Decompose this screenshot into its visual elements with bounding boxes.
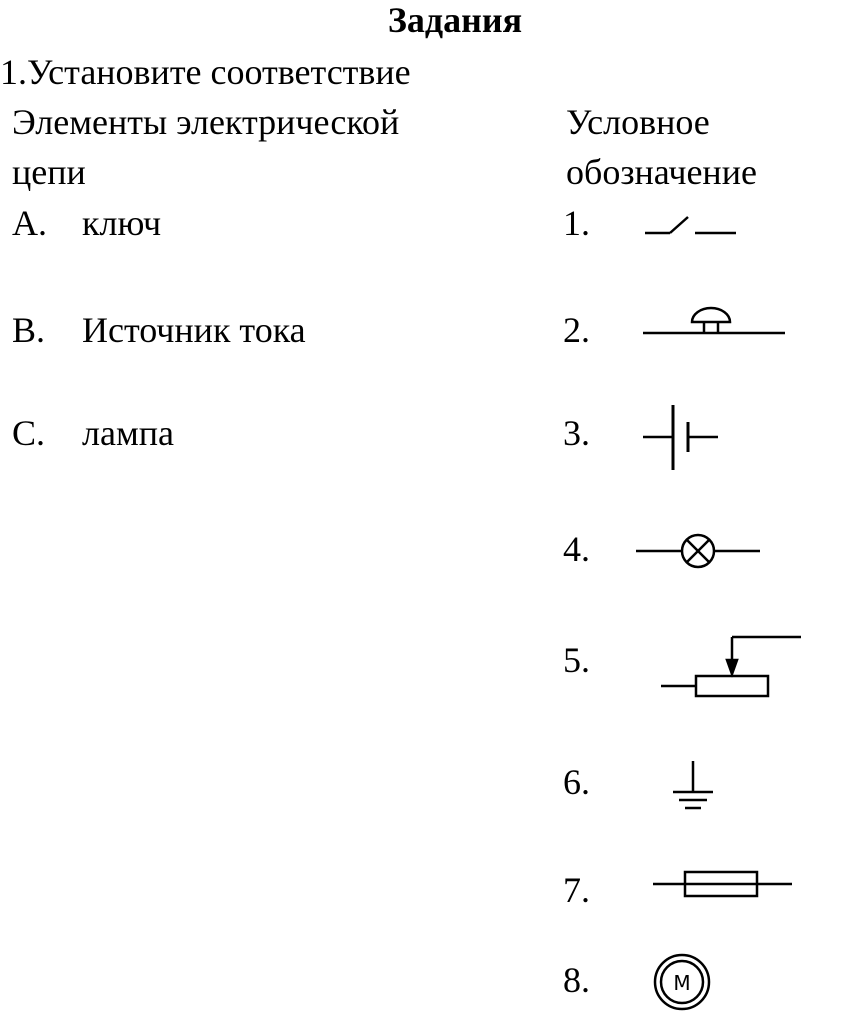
left-column-header-line1: Элементы электрической	[12, 102, 400, 142]
element-name-b: Источник тока	[82, 310, 306, 350]
element-letter-c: C.	[12, 413, 46, 453]
symbol-number-3: 3.	[563, 413, 590, 453]
fuse-symbol-icon	[650, 866, 795, 902]
element-letter-a: A.	[12, 203, 47, 243]
right-column-header-line1: Условное	[566, 102, 710, 142]
element-name-a: ключ	[82, 203, 162, 243]
switch-symbol-icon	[640, 212, 740, 242]
symbol-number-7: 7.	[563, 870, 590, 910]
bell-symbol-icon	[640, 300, 790, 340]
right-column-header-line2: обозначение	[566, 152, 757, 192]
symbol-number-8: 8.	[563, 960, 590, 1000]
element-letter-b: B.	[12, 310, 46, 350]
symbol-number-6: 6.	[563, 762, 590, 802]
cell-symbol-icon	[640, 400, 720, 475]
symbol-number-1: 1.	[563, 203, 590, 243]
lamp-symbol-icon	[633, 530, 763, 572]
page-title: Задания	[387, 0, 523, 40]
svg-text:M: M	[673, 971, 691, 995]
task-heading: 1.Установите соответствие	[0, 52, 411, 92]
ground-symbol-icon	[668, 758, 718, 816]
motor-symbol-icon	[652, 952, 712, 1012]
symbol-number-4: 4.	[563, 529, 590, 569]
rheostat-symbol-icon	[658, 632, 808, 707]
left-column-header-line2: цепи	[12, 152, 86, 192]
symbol-number-5: 5.	[563, 640, 590, 680]
element-name-c: лампа	[82, 413, 174, 453]
symbol-number-2: 2.	[563, 310, 590, 350]
